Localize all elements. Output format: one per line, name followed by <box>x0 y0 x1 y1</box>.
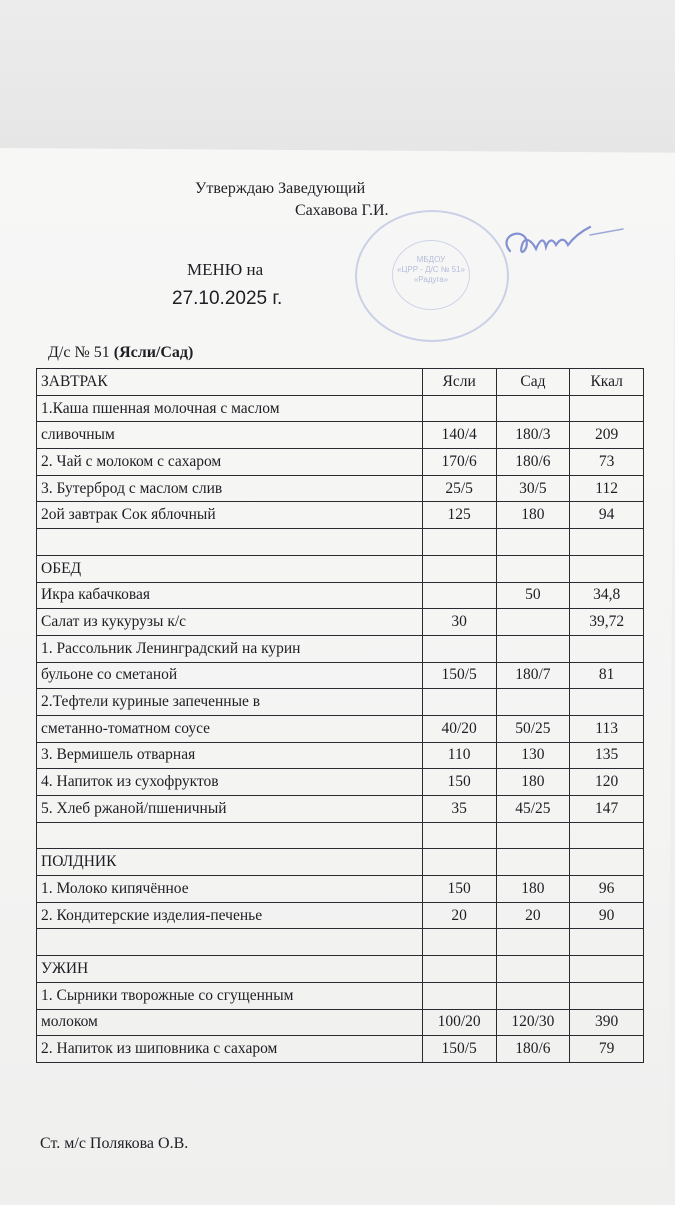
cell-sad <box>496 822 570 849</box>
cell-dish: 2. Чай с молоком с сахаром <box>37 449 423 476</box>
table-row <box>37 635 644 662</box>
cell-kcal <box>570 395 644 422</box>
menu-table-body <box>37 369 644 1063</box>
table-row <box>37 902 644 929</box>
table-row <box>37 742 644 769</box>
cell-kcal <box>570 956 644 983</box>
cell-sad <box>496 929 570 956</box>
cell-dish: бульоне со сметаной <box>37 662 423 689</box>
cell-dish <box>37 529 423 556</box>
cell-dish: ПОЛДНИК <box>37 849 423 876</box>
cell-yasli: 40/20 <box>422 715 496 742</box>
table-row <box>37 582 644 609</box>
cell-sad: 180/7 <box>496 662 570 689</box>
cell-dish: 2. Кондитерские изделия-печенье <box>37 902 423 929</box>
table-row <box>37 422 644 449</box>
cell-dish: молоком <box>37 1009 423 1036</box>
cell-kcal: 79 <box>570 1036 644 1063</box>
cell-dish: сливочным <box>37 422 423 449</box>
menu-table <box>36 368 644 1063</box>
organization-line <box>48 344 193 362</box>
background-wall <box>0 0 675 160</box>
cell-sad: 30/5 <box>496 475 570 502</box>
table-row <box>37 502 644 529</box>
cell-yasli: 150 <box>422 876 496 903</box>
cell-kcal: 135 <box>570 742 644 769</box>
cell-dish: сметанно-томатном соусе <box>37 715 423 742</box>
table-row <box>37 662 644 689</box>
cell-sad <box>496 395 570 422</box>
cell-sad <box>496 849 570 876</box>
cell-yasli <box>422 689 496 716</box>
stamp-text-1: МБДОУ <box>416 255 446 264</box>
cell-kcal <box>570 822 644 849</box>
cell-sad: 180/3 <box>496 422 570 449</box>
cell-kcal <box>570 929 644 956</box>
stamp-text-3: «Радуга» <box>413 275 449 284</box>
cell-kcal: 39,72 <box>570 609 644 636</box>
header-yasli: Ясли <box>422 369 496 396</box>
cell-yasli: 150 <box>422 769 496 796</box>
cell-sad: 130 <box>496 742 570 769</box>
cell-yasli: 140/4 <box>422 422 496 449</box>
table-row <box>37 822 644 849</box>
table-row <box>37 929 644 956</box>
table-row <box>37 956 644 983</box>
cell-kcal: 120 <box>570 769 644 796</box>
cell-kcal <box>570 529 644 556</box>
cell-yasli: 35 <box>422 796 496 823</box>
cell-sad <box>496 555 570 582</box>
table-header-row <box>37 369 644 396</box>
cell-kcal <box>570 849 644 876</box>
table-row <box>37 689 644 716</box>
cell-kcal: 147 <box>570 796 644 823</box>
cell-dish <box>37 822 423 849</box>
cell-kcal: 390 <box>570 1009 644 1036</box>
cell-sad: 180 <box>496 876 570 903</box>
cell-dish: 3. Бутерброд с маслом слив <box>37 475 423 502</box>
cell-dish: УЖИН <box>37 956 423 983</box>
nurse-signature-line: Ст. м/с Полякова О.В. <box>40 1135 189 1152</box>
cell-sad <box>496 635 570 662</box>
table-row <box>37 529 644 556</box>
cell-sad: 180 <box>496 502 570 529</box>
stamp-inner <box>392 240 470 310</box>
cell-yasli: 170/6 <box>422 449 496 476</box>
table-row <box>37 609 644 636</box>
cell-yasli <box>422 635 496 662</box>
cell-kcal: 34,8 <box>570 582 644 609</box>
cell-kcal <box>570 982 644 1009</box>
table-row <box>37 769 644 796</box>
cell-dish: Икра кабачковая <box>37 582 423 609</box>
cell-yasli <box>422 956 496 983</box>
cell-kcal <box>570 689 644 716</box>
table-row <box>37 876 644 903</box>
table-row <box>37 1036 644 1063</box>
cell-kcal: 90 <box>570 902 644 929</box>
cell-sad: 120/30 <box>496 1009 570 1036</box>
cell-dish: 1. Сырники творожные со сгущенным <box>37 982 423 1009</box>
cell-sad <box>496 956 570 983</box>
cell-sad: 20 <box>496 902 570 929</box>
table-row <box>37 395 644 422</box>
cell-sad <box>496 609 570 636</box>
cell-kcal <box>570 555 644 582</box>
cell-yasli <box>422 582 496 609</box>
cell-yasli: 125 <box>422 502 496 529</box>
cell-yasli: 25/5 <box>422 475 496 502</box>
stamp-text-2: «ЦРР - Д/С № 51» <box>397 265 465 274</box>
header-meal: ЗАВТРАК <box>37 369 423 396</box>
cell-sad: 45/25 <box>496 796 570 823</box>
cell-dish: 2.Тефтели куриные запеченные в <box>37 689 423 716</box>
approval-line-1: Утверждаю Заведующий <box>195 180 366 197</box>
cell-dish: 1. Молоко кипячённое <box>37 876 423 903</box>
cell-yasli: 110 <box>422 742 496 769</box>
header-kcal: Ккал <box>570 369 644 396</box>
cell-kcal: 96 <box>570 876 644 903</box>
org-number: Д/с № 51 <box>48 344 114 361</box>
cell-yasli: 100/20 <box>422 1009 496 1036</box>
approval-block <box>195 178 389 222</box>
cell-dish: 2ой завтрак Сок яблочный <box>37 502 423 529</box>
cell-dish: 3. Вермишель отварная <box>37 742 423 769</box>
cell-yasli: 20 <box>422 902 496 929</box>
cell-kcal: 112 <box>570 475 644 502</box>
cell-sad: 50 <box>496 582 570 609</box>
cell-yasli <box>422 822 496 849</box>
cell-dish <box>37 929 423 956</box>
cell-kcal: 73 <box>570 449 644 476</box>
cell-sad <box>496 982 570 1009</box>
cell-dish: 5. Хлеб ржаной/пшеничный <box>37 796 423 823</box>
menu-title: МЕНЮ на <box>187 260 264 279</box>
cell-kcal: 81 <box>570 662 644 689</box>
cell-kcal <box>570 635 644 662</box>
cell-dish: ОБЕД <box>37 555 423 582</box>
cell-sad: 180/6 <box>496 449 570 476</box>
cell-kcal: 209 <box>570 422 644 449</box>
cell-dish: 1.Каша пшенная молочная с маслом <box>37 395 423 422</box>
cell-dish: 2. Напиток из шиповника с сахаром <box>37 1036 423 1063</box>
cell-yasli <box>422 395 496 422</box>
cell-yasli <box>422 529 496 556</box>
cell-sad: 180 <box>496 769 570 796</box>
signature-icon <box>478 215 628 275</box>
cell-sad: 50/25 <box>496 715 570 742</box>
header-sad: Сад <box>496 369 570 396</box>
cell-dish: Салат из кукурузы к/с <box>37 609 423 636</box>
table-row <box>37 475 644 502</box>
menu-date: 27.10.2025 г. <box>172 288 283 309</box>
cell-yasli <box>422 982 496 1009</box>
cell-sad <box>496 689 570 716</box>
org-group: (Ясли/Сад) <box>113 344 194 361</box>
table-row <box>37 555 644 582</box>
cell-yasli <box>422 849 496 876</box>
cell-yasli <box>422 555 496 582</box>
cell-kcal: 113 <box>570 715 644 742</box>
cell-sad: 180/6 <box>496 1036 570 1063</box>
cell-yasli: 150/5 <box>422 662 496 689</box>
table-row <box>37 449 644 476</box>
table-row <box>37 796 644 823</box>
cell-yasli <box>422 929 496 956</box>
table-row <box>37 715 644 742</box>
cell-dish: 4. Напиток из сухофруктов <box>37 769 423 796</box>
approval-line-2: Сахавова Г.И. <box>295 202 389 219</box>
cell-kcal: 94 <box>570 502 644 529</box>
table-row <box>37 982 644 1009</box>
cell-yasli: 150/5 <box>422 1036 496 1063</box>
table-row <box>37 849 644 876</box>
cell-sad <box>496 529 570 556</box>
table-row <box>37 1009 644 1036</box>
cell-yasli: 30 <box>422 609 496 636</box>
cell-dish: 1. Рассольник Ленинградский на курин <box>37 635 423 662</box>
